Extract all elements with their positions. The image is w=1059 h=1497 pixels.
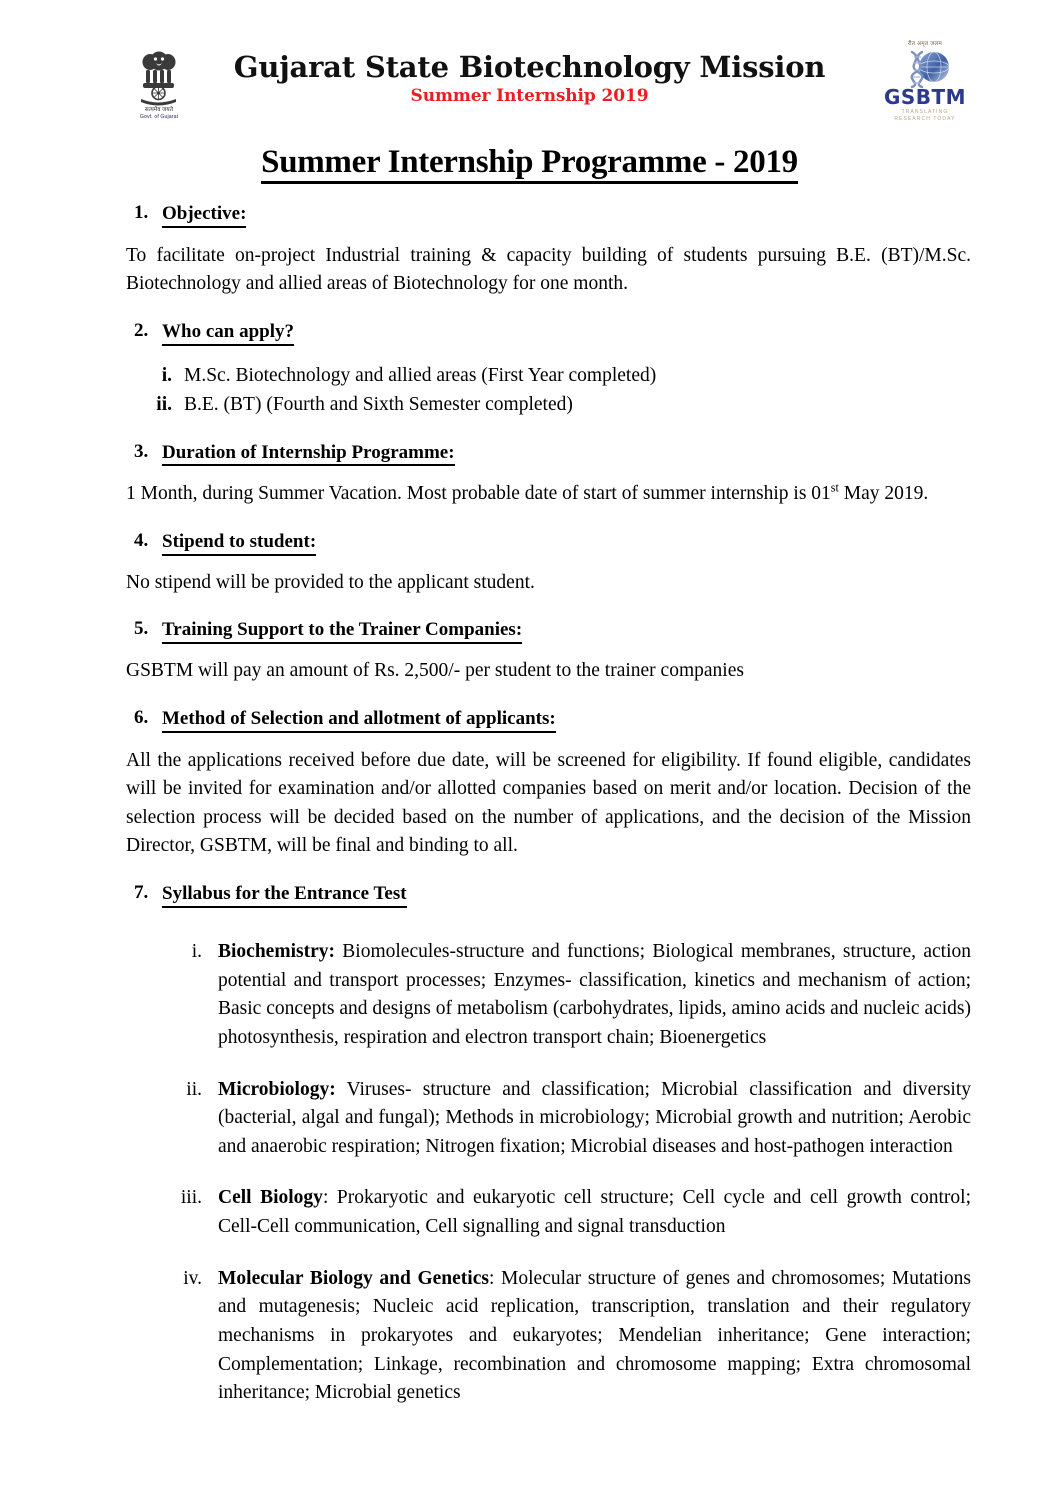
gsbtm-logo (871, 42, 979, 134)
section-number: 5. (134, 618, 149, 640)
syllabus-item-text (218, 1076, 971, 1162)
section-number: 4. (134, 529, 149, 551)
gsbtm-wordmark: GSBTM (883, 84, 967, 109)
section-heading: Duration of Internship Programme: (162, 441, 455, 467)
list-marker: i. (191, 940, 202, 962)
syllabus-item-cell-biology (126, 1184, 971, 1241)
section-heading: Objective: (162, 202, 246, 228)
syllabus-subject: Microbiology: (218, 1078, 336, 1100)
govt-of-gujarat-emblem (128, 50, 190, 128)
page-title (0, 144, 1059, 181)
gsbtm-logo-hindi-text: रीत अमृत जलम (907, 41, 943, 47)
section-heading: Syllabus for the Entrance Test (162, 882, 407, 908)
syllabus-item-microbiology (126, 1076, 971, 1162)
emblem-caption (128, 107, 190, 120)
list-marker: iii. (180, 1187, 202, 1209)
section-heading: Training Support to the Trainer Companies: (162, 618, 522, 644)
section-number: 2. (134, 320, 149, 342)
list-item (126, 391, 971, 420)
document-body (126, 200, 971, 1408)
section-duration (126, 439, 971, 467)
section-stipend (126, 528, 971, 556)
duration-text-post: May 2019. (838, 483, 929, 505)
syllabus-subject-separator: : (488, 1267, 495, 1289)
emblem-caption-hindi: सत्यमेव जयते (144, 107, 174, 113)
syllabus-subject: Biochemistry: (218, 940, 335, 962)
gsbtm-tagline-line1: TRANSLATING (901, 108, 949, 115)
gsbtm-logo-mark (871, 49, 979, 89)
page-title-text: Summer Internship Programme - 2019 (261, 144, 798, 184)
syllabus-description: Viruses- structure and classification; Microbial classification and diversity (bacterial, algal and fungal); Methods in microbiology; Microbial growth and nutrition; Aerobic and anaerobic respiration; Nitrogen fixation; Microbial diseases and host-pathogen interaction (218, 1078, 971, 1157)
syllabus-subject-separator: : (322, 1187, 329, 1209)
section-who-can-apply (126, 318, 971, 346)
section-number: 7. (134, 882, 149, 904)
gsbtm-tagline (871, 109, 979, 124)
list-item-text: M.Sc. Biotechnology and allied areas (First Year completed) (184, 364, 657, 386)
section-syllabus (126, 880, 971, 908)
section-method-of-selection (126, 705, 971, 733)
syllabus-item-text (218, 938, 971, 1053)
syllabus-item-text (218, 1184, 971, 1241)
section-heading: Who can apply? (162, 320, 294, 346)
gsbtm-tagline-line2: RESEARCH TODAY (894, 116, 956, 122)
section-objective (126, 200, 971, 228)
syllabus-item-text (218, 1265, 971, 1408)
emblem-caption-english: Govt. of Gujarat (139, 113, 179, 120)
section-number: 1. (134, 202, 149, 223)
dna-globe-icon (894, 49, 956, 89)
syllabus-item-molecular-biology-and-genetics (126, 1265, 971, 1408)
syllabus-description: Molecular structure of genes and chromosomes; Mutations and mutagenesis; Nucleic acid replication, transcription, translation and their regulatory mechanisms in prokaryotes and eukaryotes; Mendelian inheritance; Gene interaction; Complementation; Linkage, recombination and chromosome mapping; Extra chromosomal inheritance; Microbial genetics (218, 1267, 971, 1404)
stipend-text: No stipend will be provided to the applicant student. (126, 571, 535, 593)
list-item (126, 362, 971, 391)
list-item-text: B.E. (BT) (Fourth and Sixth Semester completed) (184, 393, 573, 415)
organization-subtitle: Summer Internship 2019 (410, 86, 649, 107)
duration-text-pre: 1 Month, during Summer Vacation. Most probable date of start of summer internship is 01 (126, 483, 831, 505)
syllabus-item-biochemistry (126, 938, 971, 1053)
organization-title: Gujarat State Biotechnology Mission (233, 50, 826, 84)
list-marker: ii. (186, 1078, 202, 1100)
list-marker: i. (161, 364, 172, 386)
syllabus-list (126, 938, 971, 1408)
list-marker: iv. (183, 1267, 202, 1289)
ashoka-lion-capital-icon (136, 50, 182, 106)
section-number: 6. (134, 706, 149, 728)
duration-text (126, 480, 971, 509)
method-of-selection-text: All the applications received before due date, will be screened for eligibility. If found eligible, candidates will be invited for examination and/or allotted companies based on merit and/or location. Decision of the selection process will be decided based on the number of applications, and the decision of the Mission Director, GSBTM, will be final and binding to all. (126, 749, 971, 857)
training-support-text: GSBTM will pay an amount of Rs. 2,500/- per student to the trainer companies (126, 660, 744, 682)
syllabus-subject: Cell Biology (218, 1187, 323, 1209)
document-header (0, 0, 1059, 122)
list-marker: ii. (156, 393, 172, 415)
objective-text: To facilitate on-project Industrial training & capacity building of students pursuing B.E. (BT)/M.Sc. Biotechnology and allied areas of Biotechnology for one month. (126, 244, 971, 295)
syllabus-subject: Molecular Biology and Genetics (218, 1267, 489, 1289)
section-heading: Stipend to student: (162, 530, 316, 556)
syllabus-description: Biomolecules-structure and functions; Biological membranes, structure, action potential and transport processes; Enzymes- classification, kinetics and mechanism of action; Basic concepts and designs of metabolism (carbohydrates, lipids, amino acids and nucleic acids) photosynthesis, respiration and electron transport chain; Bioenergetics (218, 940, 971, 1048)
section-training-support (126, 616, 971, 644)
section-heading: Method of Selection and allotment of applicants: (162, 707, 556, 733)
eligibility-list (126, 362, 971, 420)
section-number: 3. (134, 440, 149, 462)
duration-ordinal-suffix: st (830, 480, 839, 495)
syllabus-description: Prokaryotic and eukaryotic cell structure; Cell cycle and cell growth control; Cell-Cell communication, Cell signalling and signal transduction (218, 1187, 971, 1238)
